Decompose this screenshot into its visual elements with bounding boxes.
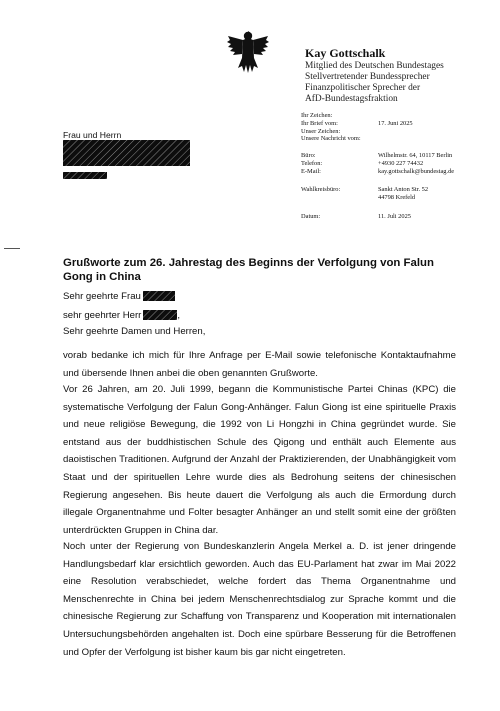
recipient-address-redaction [63, 140, 190, 166]
meta-row [301, 128, 413, 136]
fold-mark [4, 248, 20, 249]
contact-value: +4930 227 74432 [378, 159, 424, 167]
date-label: Datum: [301, 213, 321, 220]
sender-role-line: Stellvertretender Bundessprecher [305, 72, 430, 82]
greeting-text: sehr geehrter Herr [63, 310, 142, 321]
sender-role-line: AfD-Bundestagsfraktion [305, 94, 398, 104]
sender-role-line: Mitglied des Deutschen Bundestages [305, 61, 444, 71]
contact-label: Telefon: [301, 159, 323, 167]
meta-row [301, 152, 454, 160]
contact-value: Wilhelmstr. 64, 10117 Berlin [378, 152, 453, 159]
greeting-line [63, 310, 180, 322]
meta-row [301, 120, 413, 128]
recipient-address-redaction [63, 166, 107, 173]
contact-fields [301, 152, 454, 175]
meta-row [301, 213, 411, 221]
meta-label: Unsere Nachricht vom: [301, 135, 361, 143]
recipient-salutation: Frau und Herrn [63, 130, 122, 140]
sender-block [305, 46, 495, 105]
greeting-line: Sehr geehrte Damen und Herren, [63, 326, 206, 337]
wahlkreis-city: 44798 Krefeld [378, 193, 416, 201]
date-value: 11. Juli 2025 [378, 213, 411, 220]
reference-fields [301, 112, 413, 143]
date-field [301, 213, 411, 221]
meta-label: Ihr Brief vom: [301, 119, 338, 127]
sender-role-line: Finanzpolitischer Sprecher der [305, 83, 421, 93]
wahlkreis-fields [301, 186, 428, 202]
meta-row [301, 112, 413, 120]
meta-row [301, 168, 454, 176]
meta-value: 17. Juni 2025 [378, 119, 413, 127]
meta-label: Unser Zeichen: [301, 127, 341, 135]
letter-subject: Grußworte zum 26. Jahrestag des Beginns der Verfolgung von Falun Gong in China [63, 257, 434, 283]
wahlkreis-street: Sankt Anton Str. 52 [378, 186, 429, 193]
meta-row [301, 135, 413, 143]
meta-row [301, 186, 428, 194]
bundestag-eagle-logo [226, 28, 270, 74]
contact-label: E-Mail: [301, 167, 321, 175]
meta-row [301, 194, 428, 202]
greeting-text: Sehr geehrte Frau [63, 291, 141, 302]
greeting-line [63, 291, 175, 303]
body-paragraph: vorab bedanke ich mich für Ihre Anfrage per E-Mail sowie telefonische Kontaktaufnahme und übersende Ihnen anbei die oben genannten Grußworte. [63, 350, 456, 379]
contact-value: kay.gottschalk@bundestag.de [378, 167, 455, 175]
meta-row [301, 160, 454, 168]
body-paragraph: Vor 26 Jahren, am 20. Juli 1999, begann die Kommunistische Partei Chinas (KPC) die systematische Verfolgung der Falun Gong-Anhänger. Falun Giong ist eine spirituelle Praxis und neue religiöse Bewegung, die 1992 von Li Hongzhi in China gegründet wurde. Sie entstand aus der buddhistischen Schule des Qigong und enthält auch Elemente aus daoistischen Traditionen. Aufgrund der Anzahl der Praktizierenden, der Unabhängigkeit vom Staat und der spirituellen Lehre wurde dies als Bedrohung seitens der chinesischen Regierung angesehen. Bis heute dauert die Verfolgung als auch die Ermordung durch illegale Organentnahme und Folter besagter Anhänger an und stellt somit eine der größten unterdrückten Gruppen in China dar. [63, 384, 456, 536]
wahlkreis-label: Wahlkreisbüro: [301, 186, 341, 193]
sender-name: Kay Gottschalk [305, 46, 386, 60]
contact-label: Büro: [301, 152, 316, 159]
name-redaction [143, 291, 175, 301]
body-paragraph: Noch unter der Regierung von Bundeskanzlerin Angela Merkel a. D. ist jener dringende Handlungsbedarf klar ersichtlich geworden. Auch das EU-Parlament hat zwar im Mai 2022 eine Resolution verabschiedet, welche fordert das Thema Organentnahme und Menschenrechte in China bei jedem Menschenrechtsdialog zur Sprache kommt und die chinesische Regierung zur Schaffung von Transparenz und Kooperation mit internationalen Untersuchungsbehörden angehalten ist. Doch eine spürbare Besserung für die Betroffenen und Opfer der Verfolgung ist bisher kaum bis gar nicht eingetreten. [63, 541, 456, 658]
greeting-comma: , [177, 310, 181, 321]
name-redaction [143, 310, 177, 320]
meta-label: Ihr Zeichen: [301, 112, 333, 119]
